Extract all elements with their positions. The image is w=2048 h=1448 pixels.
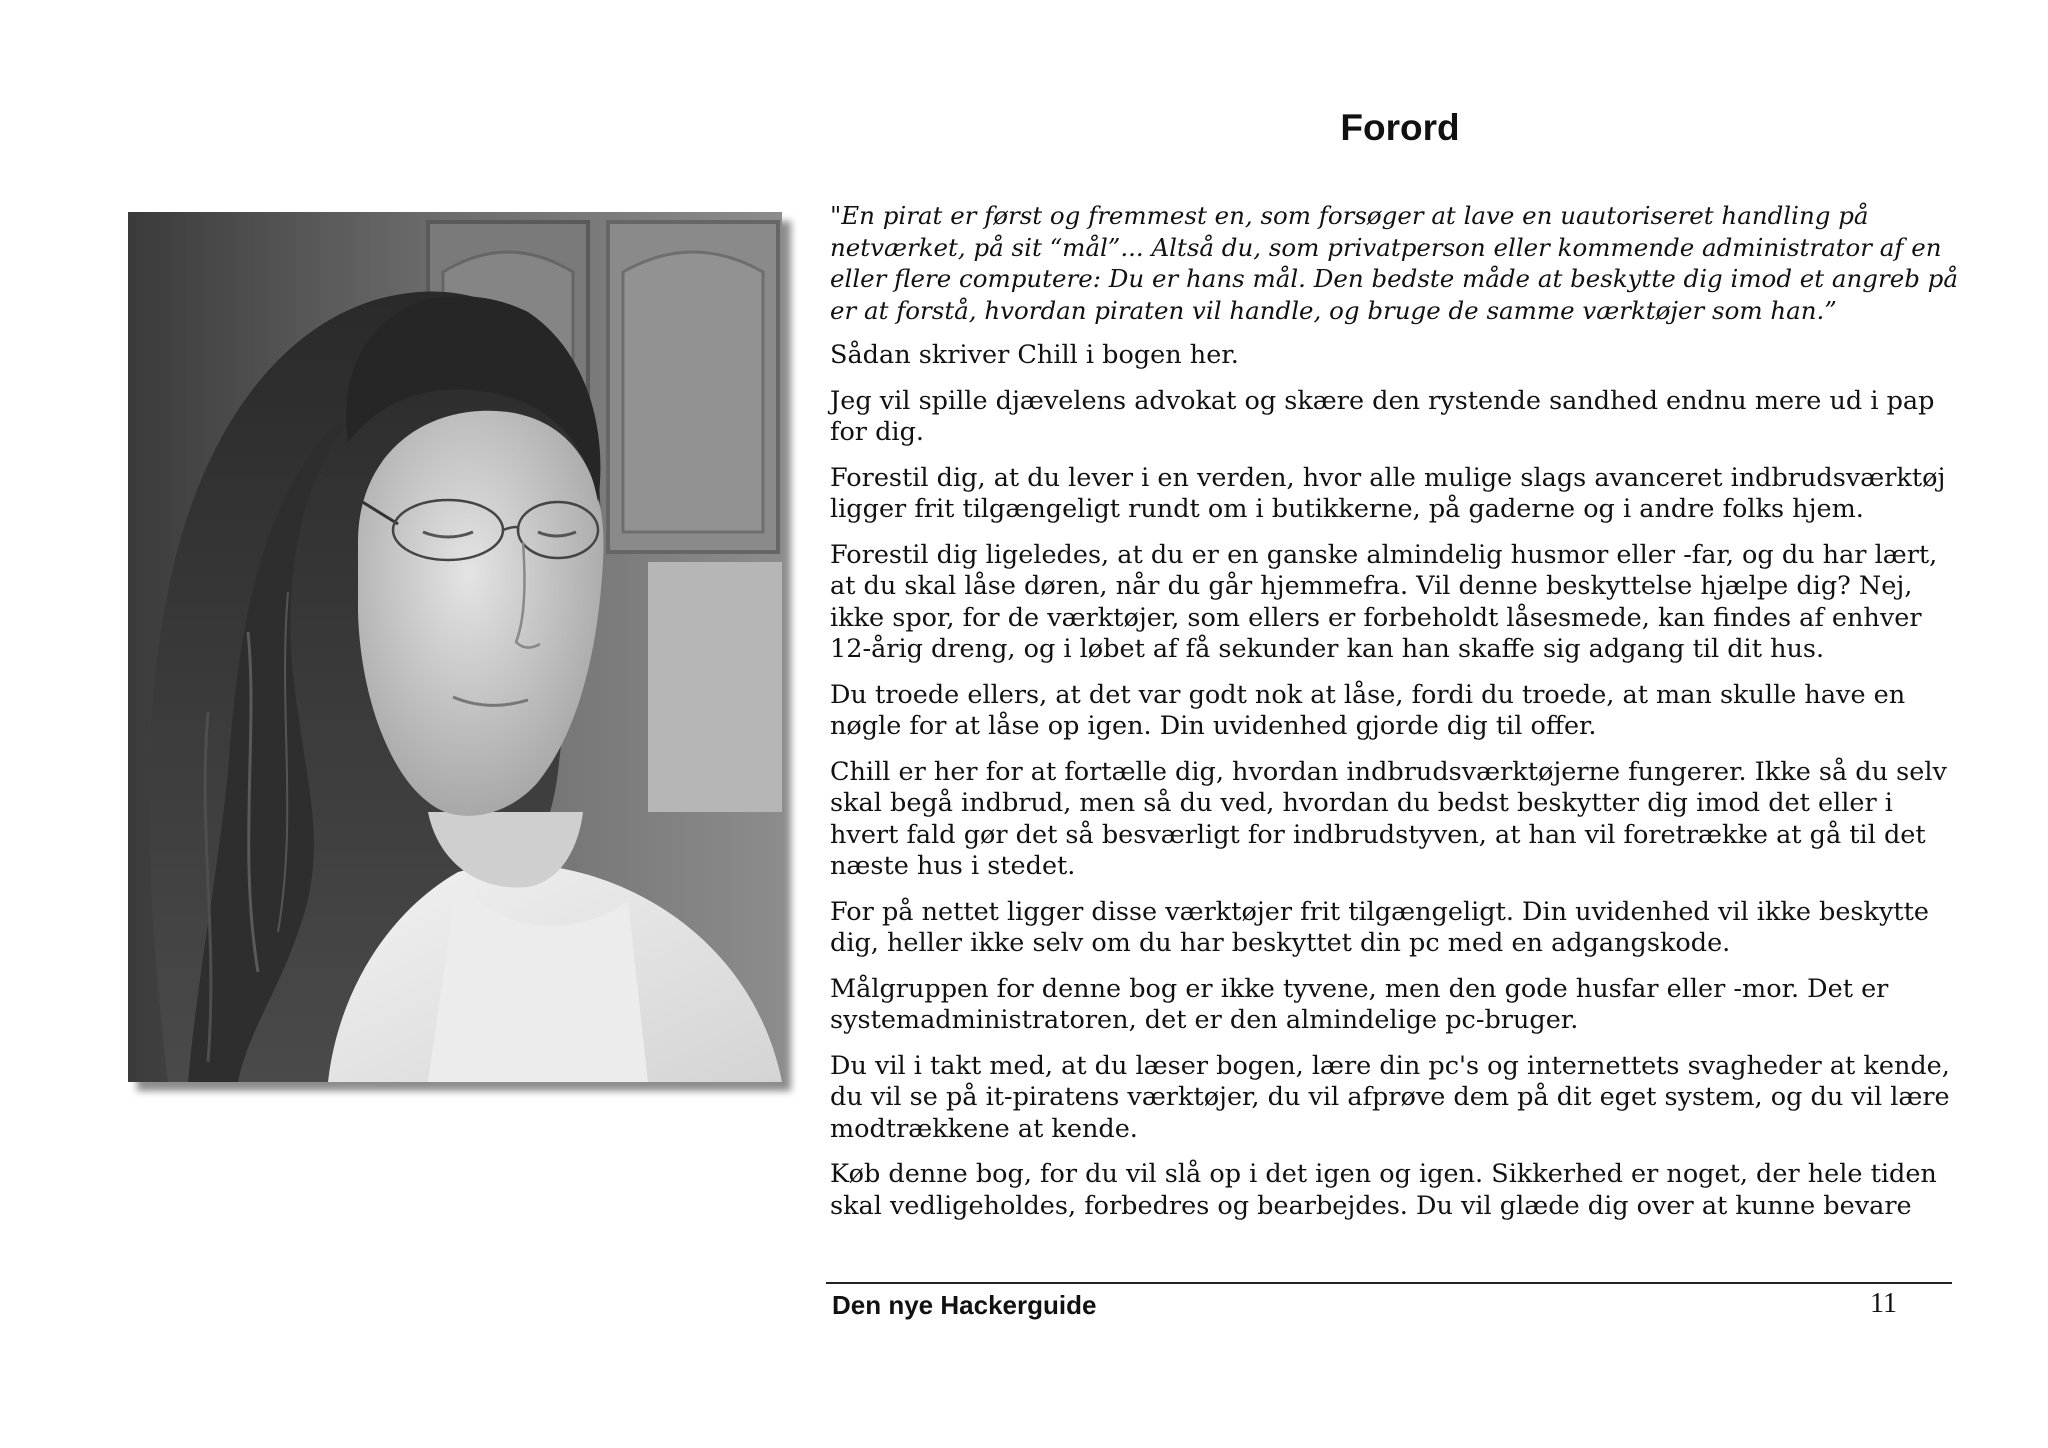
body-paragraph: Forestil dig ligeledes, at du er en ganske almindelig husmor eller -far, og du har lært, at du skal låse døren, når du går hjemmefra. Vil denne beskyttelse hjælpe dig? Nej, ikke spor, for de værktøjer, som ellers er forbeholdt låsesmede, kan findes af enhver 12-årig dreng, og i løbet af få sekunder kan han skaffe sig adgang til dit hus. — [830, 539, 1938, 664]
quote-paragraph: "En pirat er først og fremmest en, som forsøger at lave en uautoriseret handling på netværket, på sit “mål”... Altså du, som privatperson eller kommende administrator af en eller flere computere: Du er hans mål. Den bedste måde at beskytte dig imod et angreb på er at forstå, hvordan piraten vil handle, og bruge de samme værktøjer som han.” — [830, 201, 1958, 325]
body-paragraph: For på nettet ligger disse værktøjer frit tilgængeligt. Din uvidenhed vil ikke beskytte dig, heller ikke selv om du har beskyttet din pc med en adgangskode. — [830, 896, 1929, 958]
footer-divider — [826, 1282, 1952, 1284]
page-number: 11 — [1870, 1288, 1897, 1319]
body-paragraph: Chill er her for at fortælle dig, hvordan indbrudsværktøjerne fungerer. Ikke så du selv skal begå indbrud, men så du ved, hvordan du bedst beskytter dig imod det eller i hvert fald gør det så besværligt for indbrudstyven, at han vil foretrække at gå til det næste hus i stedet. — [830, 756, 1947, 881]
page-title: Forord — [1340, 107, 1460, 148]
portrait-photo — [128, 212, 782, 1082]
body-paragraph: Du vil i takt med, at du læser bogen, lære din pc's og internettets svagheder at kende, du vil se på it-piratens værktøjer, du vil afprøve dem på dit eget system, og du vil lære modtrækkene at kende. — [830, 1050, 1950, 1144]
footer-book-title: Den nye Hackerguide — [832, 1290, 1097, 1320]
body-paragraph: Målgruppen for denne bog er ikke tyvene, men den gode husfar eller -mor. Det er systemadministratoren, det er den almindelige pc-bruger. — [830, 973, 1889, 1035]
body-paragraph: Køb denne bog, for du vil slå op i det igen og igen. Sikkerhed er noget, der hele tiden skal vedligeholdes, forbedres og bearbejdes. Du vil glæde dig over at kunne bevare — [830, 1159, 1937, 1221]
body-paragraph: Jeg vil spille djævelens advokat og skære den rystende sandhed endnu mere ud i pap for dig. — [830, 385, 1935, 447]
body-paragraph: Du troede ellers, at det var godt nok at låse, fordi du troede, at man skulle have en nøgle for at låse op igen. Din uvidenhed gjorde dig til offer. — [830, 679, 1906, 741]
body-paragraph: Sådan skriver Chill i bogen her. — [830, 340, 1239, 370]
body-paragraph: Forestil dig, at du lever i en verden, hvor alle mulige slags avanceret indbrudsværktøj ligger frit tilgængeligt rundt om i butikkerne, på gaderne og i andre folks hjem. — [830, 462, 1946, 524]
preface-text — [830, 200, 1960, 1236]
